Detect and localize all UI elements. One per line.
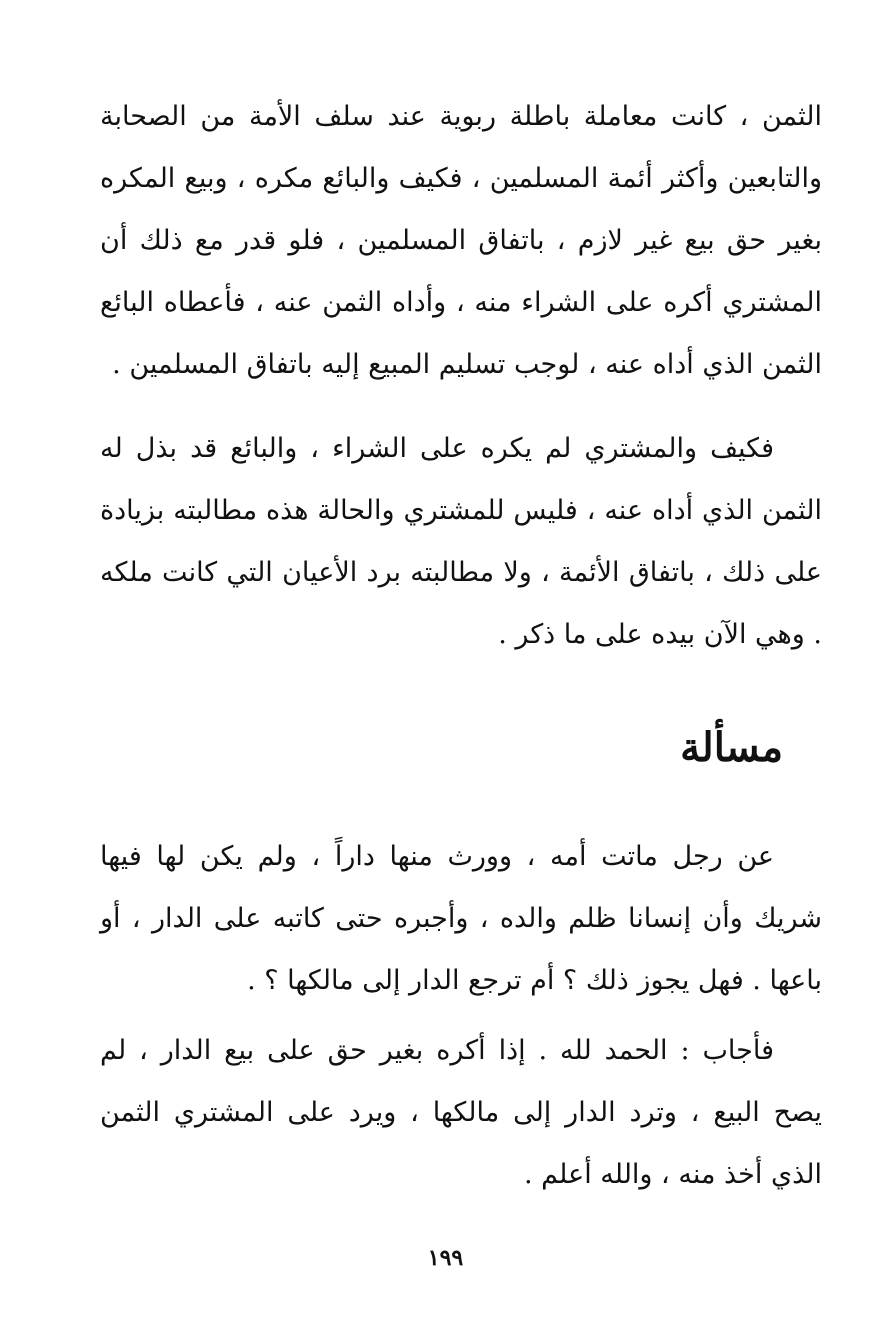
paragraph-question: عن رجل ماتت أمه ، وورث منها داراً ، ولم يكن لها فيها شريك وأن إنسانا ظلم والده ، وأجبره حتى كاتبه على الدار ، أو باعها . فهل يجوز ذلك ؟ أم ترجع الدار إلى مالكها ؟ . xyxy=(100,841,822,996)
paragraph-price-transaction: الثمن ، كانت معاملة باطلة ربوية عند سلف الأمة من الصحابة والتابعين وأكثر أئمة المسلمين ، فكيف والبائع مكره ، وبيع المكره بغير حق بيع غير لازم ، باتفاق المسلمين ، فلو قدر مع ذلك أن المشتري أكره على الشراء منه ، وأداه الثمن عنه ، فأعطاه البائع الثمن الذي أداه عنه ، لوجب تسليم المبيع إليه باتفاق المسلمين . xyxy=(100,101,822,380)
question-heading: مسألة xyxy=(680,724,783,771)
paragraph-answer: فأجاب : الحمد لله . إذا أكره بغير حق على بيع الدار ، لم يصح البيع ، وترد الدار إلى مالكها ، ويرد على المشتري الثمن الذي أخذ منه ، والله أعلم . xyxy=(100,1035,822,1190)
paragraph-buyer-not-coerced: فكيف والمشتري لم يكره على الشراء ، والبائع قد بذل له الثمن الذي أداه عنه ، فليس للمشتري والحالة هذه مطالبته بزيادة على ذلك ، باتفاق الأئمة ، ولا مطالبته برد الأعيان التي كانت ملكه . وهي الآن بيده على ما ذكر . xyxy=(100,433,822,650)
page-number: ١٩٩ xyxy=(427,1245,464,1271)
